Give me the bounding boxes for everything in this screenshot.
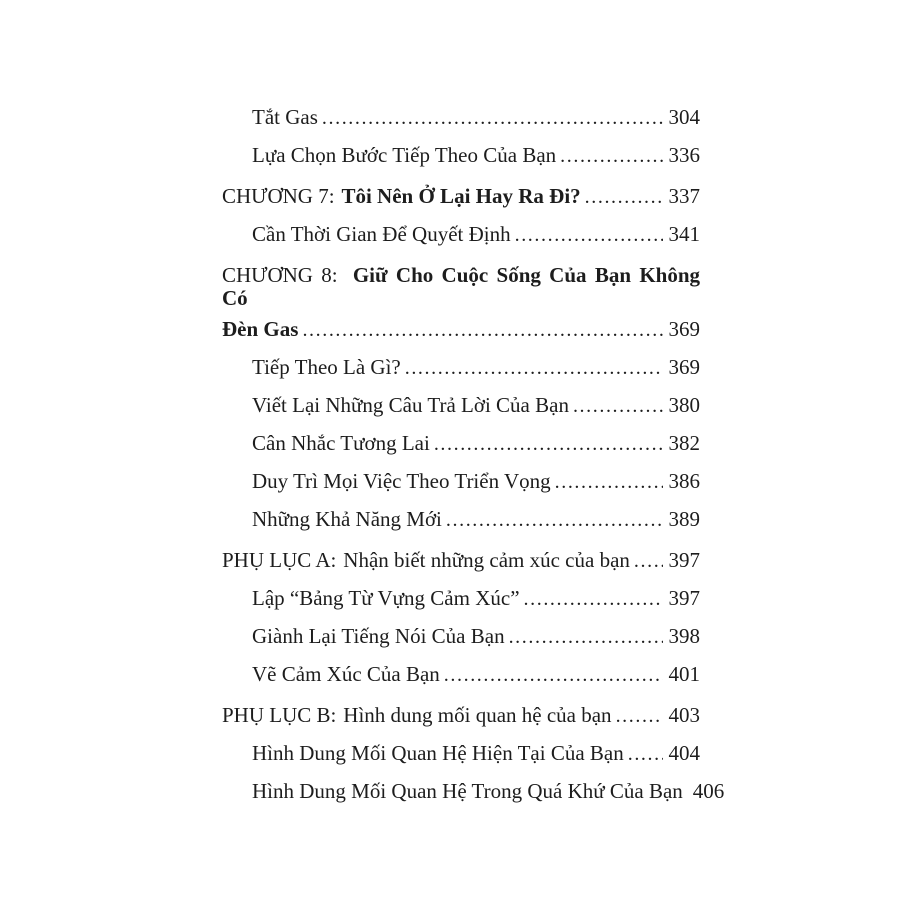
entry-label: Hình Dung Mối Quan Hệ Trong Quá Khứ Của Bạn — [252, 779, 683, 803]
entry-page-number: 397 — [668, 548, 700, 572]
entry-page-number: 369 — [668, 355, 700, 379]
toc-entry-sub — [222, 625, 700, 649]
entry-page-number: 397 — [668, 586, 700, 610]
chapter-title: Giữ Cho Cuộc Sống Của Bạn Không Có — [222, 263, 701, 310]
toc-entry-sub — [222, 742, 700, 766]
dot-leader — [446, 508, 663, 532]
dot-leader — [616, 704, 663, 728]
entry-label: Viết Lại Những Câu Trả Lời Của Bạn — [252, 393, 569, 417]
appendix-title: Nhận biết những cảm xúc của bạn — [343, 548, 630, 572]
dot-leader — [524, 587, 663, 611]
toc-entry-sub — [222, 144, 700, 168]
entry-label: Những Khả Năng Mới — [252, 507, 442, 531]
entry-page-number: 369 — [668, 317, 700, 341]
entry-label: Cần Thời Gian Để Quyết Định — [252, 222, 511, 246]
dot-leader — [628, 742, 663, 766]
appendix-title: Hình dung mối quan hệ của bạn — [343, 703, 612, 727]
entry-label: Tiếp Theo Là Gì? — [252, 355, 401, 379]
chapter-prefix: CHƯƠNG 7: — [222, 184, 335, 208]
entry-label: Vẽ Cảm Xúc Của Bạn — [252, 662, 440, 686]
dot-leader — [444, 663, 663, 687]
appendix-prefix: PHỤ LỤC B: — [222, 703, 337, 727]
dot-leader — [434, 432, 663, 456]
dot-leader — [515, 223, 663, 247]
dot-leader — [405, 356, 663, 380]
entry-page-number: 337 — [668, 184, 700, 208]
dot-leader — [302, 318, 662, 342]
chapter-title: Tôi Nên Ở Lại Hay Ra Đi? — [341, 184, 581, 208]
toc-entry-sub — [222, 663, 700, 687]
chapter-title-line2 — [222, 318, 700, 342]
entry-page-number: 401 — [668, 662, 700, 686]
chapter-title-line1 — [222, 264, 700, 310]
dot-leader — [509, 625, 663, 649]
dot-leader — [560, 144, 662, 168]
entry-page-number: 341 — [668, 222, 700, 246]
dot-leader — [322, 106, 663, 130]
entry-label: Cân Nhắc Tương Lai — [252, 431, 430, 455]
toc-entry-sub — [222, 432, 700, 456]
entry-page-number: 404 — [668, 741, 700, 765]
toc-entry-appendix — [222, 704, 700, 728]
entry-page-number: 304 — [668, 105, 700, 129]
toc-entry-sub — [222, 223, 700, 247]
toc-entry-sub — [222, 779, 725, 804]
dot-leader — [555, 470, 663, 494]
toc-entry-sub — [222, 106, 700, 130]
toc-entry-sub — [222, 470, 700, 494]
entry-label: Duy Trì Mọi Việc Theo Triển Vọng — [252, 469, 551, 493]
entry-label: Hình Dung Mối Quan Hệ Hiện Tại Của Bạn — [252, 741, 624, 765]
entry-page-number: 382 — [668, 431, 700, 455]
appendix-prefix: PHỤ LỤC A: — [222, 548, 337, 572]
toc-entry-sub — [222, 394, 700, 418]
dot-leader — [573, 394, 663, 418]
toc-entry-chapter — [222, 185, 700, 209]
entry-page-number: 386 — [668, 469, 700, 493]
entry-page-number: 403 — [668, 703, 700, 727]
dot-leader — [585, 185, 663, 209]
chapter-prefix: CHƯƠNG 8: — [222, 263, 338, 287]
entry-page-number: 336 — [668, 143, 700, 167]
chapter-title-continued: Đèn Gas — [222, 317, 299, 341]
entry-label: Tắt Gas — [252, 105, 318, 129]
entry-page-number: 380 — [668, 393, 700, 417]
toc-entry-chapter-wrapped — [222, 264, 700, 342]
toc-entry-sub — [222, 587, 700, 611]
entry-page-number: 406 — [692, 779, 725, 803]
entry-label: Lựa Chọn Bước Tiếp Theo Của Bạn — [252, 143, 557, 167]
table-of-contents — [222, 105, 725, 818]
toc-entry-sub — [222, 356, 700, 380]
entry-label: Giành Lại Tiếng Nói Của Bạn — [252, 624, 505, 648]
toc-entry-appendix — [222, 549, 700, 573]
dot-leader — [634, 549, 663, 573]
entry-page-number: 389 — [668, 507, 700, 531]
entry-page-number: 398 — [668, 624, 700, 648]
toc-entry-sub — [222, 508, 700, 532]
entry-label: Lập “Bảng Từ Vựng Cảm Xúc” — [252, 586, 520, 610]
